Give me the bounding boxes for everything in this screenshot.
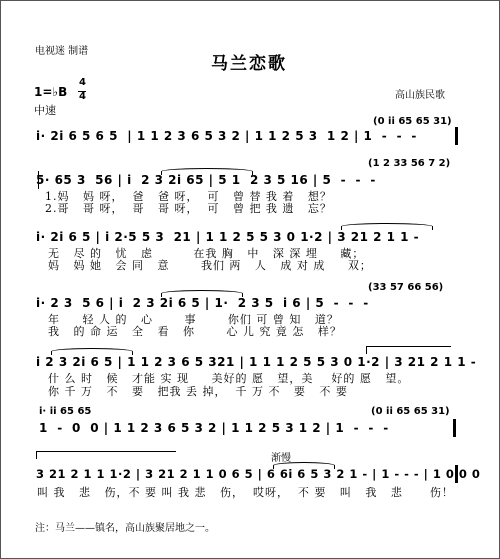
lyrics-row-4-verse-2: 我 的 命 运 全 看 你 心 儿 究 竟 怎 样？ [48,325,342,338]
staff-row-6: 1 - 0 0 | 1 1 2 3 6 5 3 2 | 1 1 2 5 3 1 2 | 1 - - - [39,421,389,435]
slur [51,348,133,355]
song-title: 马兰恋歌 [211,54,287,74]
tempo-marking: 中速 [34,104,56,117]
staff-row-2: 5· 65 3 56 | i 2 3 2i 65 | 5 1 2 3 5 16 | 5 - - - [36,173,376,187]
key-signature: 1=♭B [34,85,68,99]
slur [341,223,433,230]
intro-parenthetical: (0 ii 65 65 31) [373,116,452,127]
ending-bracket-side [36,451,37,459]
lyrics-row-3-verse-1: 无 尽 的 忧 虑 在我 胸 中 深 深 埋 藏； [48,247,365,260]
lyrics-row-5-verse-1: 什 么 时 候 才能 实 现 美好的 愿 望，美 好的 愿 望。 [48,372,410,385]
time-signature-denominator: 4 [79,91,86,102]
barline-end-6 [453,419,456,437]
lyrics-row-2-verse-1: 1.妈 妈 呀， 爸 爸 呀， 可 曾 替 我 着 想？ [45,190,332,203]
ending-bracket-2 [36,451,176,452]
credit-text: 电视迷 制谱 [35,46,89,57]
ending-bracket-side [366,346,367,354]
lyrics-row-7: 叫 我 悲 伤，不 要 叫 我 悲 伤， 哎呀， 不 要 叫 我 悲 伤！ [37,486,454,499]
ending-bracket [366,346,451,347]
lyrics-row-5-verse-2: 你 千 万 不 要 把我 丢 掉， 千 万 不 要 不 要 [48,385,348,398]
accompaniment-figure: i· ii 65 65 [39,406,92,417]
repeat-barline [38,171,39,189]
interlude-parenthetical-2: (33 57 66 56) [368,282,444,293]
song-origin: 高山族民歌 [395,90,445,101]
lyrics-row-4-verse-1: 年 轻 人 的 心 事 你们 可 曾 知 道？ [48,313,339,326]
footnote: 注：马兰——镇名，高山族聚居地之一。 [35,523,215,534]
staff-row-3: i· 2i 6 5 | i 2·5 5 3 21 | 1 1 2 5 5 3 0 1·2 | 3 21 2 1 1 - [36,230,420,244]
barline-final [455,465,458,483]
staff-row-4: i· 2 3 5 6 | i 2 3 2i 6 5 | 1· 2 3 5 i 6 | 5 - - - [36,296,369,310]
lyrics-row-2-verse-2: 2.哥 哥 呀， 哥 哥 呀， 可 曾 把 我 遗 忘？ [45,202,332,215]
staff-row-1: i· 2i 6 5 6 5 | 1 1 2 3 6 5 3 2 | 1 1 2 5 3 1 2 | 1 - - - [36,129,417,143]
staff-row-7: 3 21 2 1 1 1·2 | 3 21 2 1 1 0 6 5 | 6 6i 6 5 3 2 1 - | 1 - - - | 1 0 0 0 [36,467,481,481]
tempo-change-marking: 渐慢 [271,453,291,464]
time-signature-numerator: 4 [79,77,86,88]
interlude-parenthetical-3: (0 ii 65 65 31) [371,406,450,417]
lyrics-row-3-verse-2: 妈 妈 她 会 同 意 我们 两 人 成 对 成 双； [48,259,372,272]
staff-row-5: i 2 3 2i 6 5 | 1 1 2 3 6 5 321 | 1 1 1 2 5 5 3 0 1·2 | 3 21 2 1 1 - [36,355,477,369]
barline-end-1 [455,127,458,145]
interlude-parenthetical: (1 2 33 56 7 2) [368,158,451,169]
